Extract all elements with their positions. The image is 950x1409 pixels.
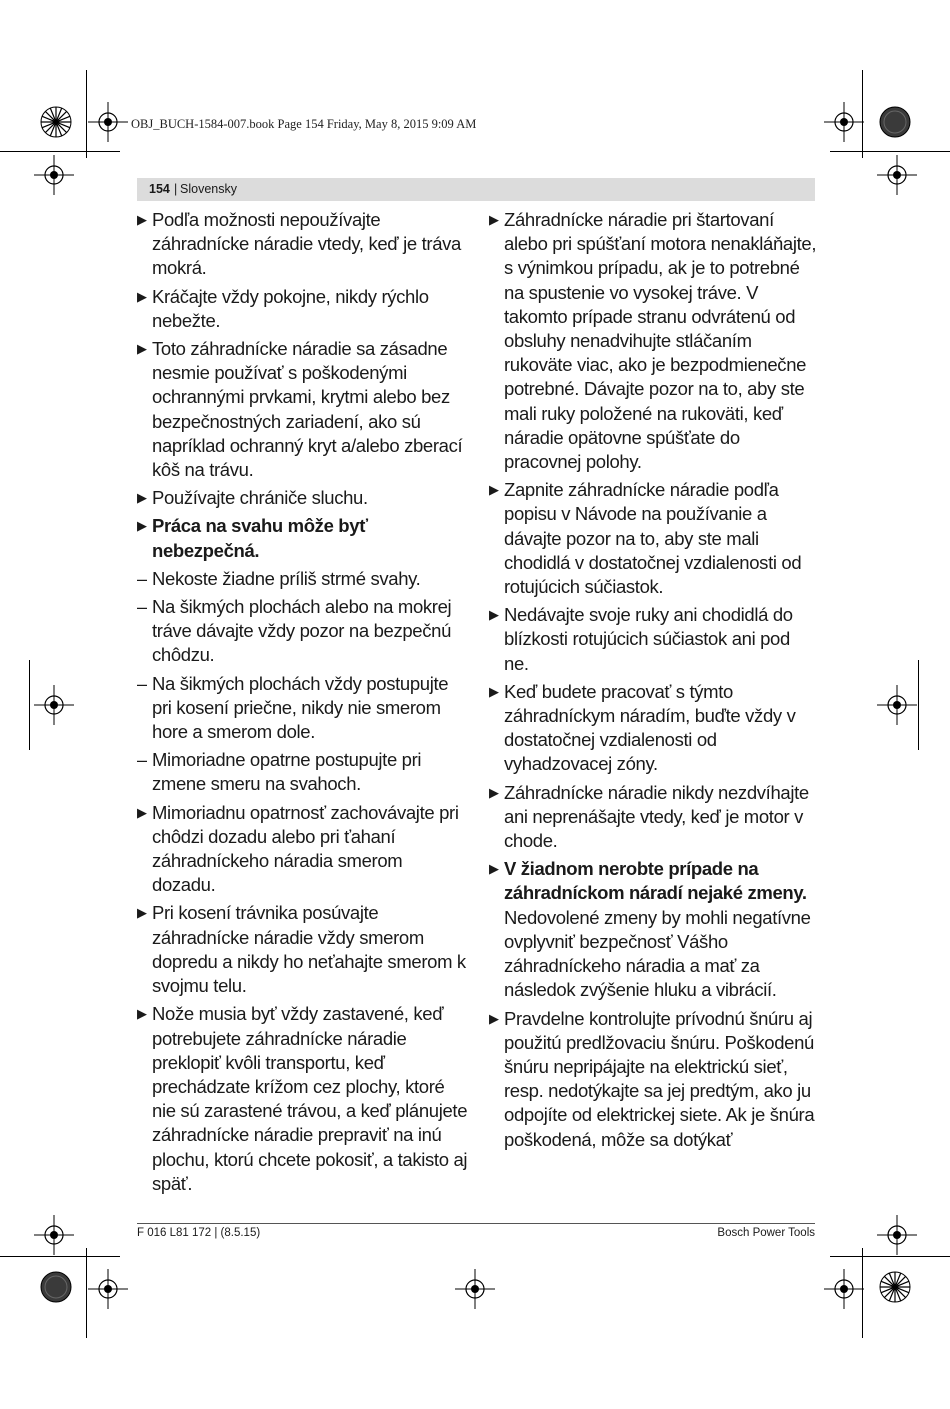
registration-crosshair-icon (32, 1213, 76, 1257)
item-text: Záhradnícke náradie nikdy nezdvíhajte ani neprenášajte vtedy, keď je motor v chode. (504, 781, 809, 852)
bullet-triangle-icon: ▶ (137, 804, 147, 820)
list-item (137, 1002, 470, 1196)
list-item (489, 478, 817, 599)
list-item (489, 1007, 817, 1152)
list-item (137, 901, 470, 998)
item-text: Pravdelne kontrolujte prívodnú šnúru aj použitú predlžovaciu šnúru. Poškodenú šnúru nepripájajte na elektrickú sieť, resp. nedotýkajte sa jej predtým, ako ju odpojíte od elektrickej siete. Ak je šnúra poškodená, môže sa dotýkať (504, 1007, 815, 1150)
list-item-warning (137, 514, 470, 562)
bullet-triangle-icon: ▶ (489, 212, 499, 227)
registration-crosshair-icon (875, 153, 919, 197)
registration-crosshair-icon (32, 683, 76, 727)
dash-bullet: – (137, 673, 147, 694)
bullet-triangle-icon: ▶ (137, 212, 147, 227)
registration-disc-icon (34, 1265, 78, 1309)
dash-bullet: – (137, 568, 147, 589)
item-bold-text: V žiadnom nerobte prípade na záhradníckom náradí nejaké zmeny. (504, 858, 807, 904)
list-item (137, 486, 470, 510)
left-column (137, 208, 470, 1200)
bullet-triangle-icon: ▶ (489, 607, 499, 623)
list-item (489, 680, 817, 777)
list-item (137, 595, 470, 668)
list-item (137, 748, 470, 796)
bullet-triangle-icon: ▶ (137, 341, 147, 357)
bullet-triangle-icon: ▶ (489, 1010, 499, 1026)
registration-crosshair-icon (86, 1267, 130, 1311)
list-item-warning (489, 857, 817, 1002)
bullet-triangle-icon: ▶ (489, 482, 499, 498)
page-number: 154 (149, 182, 170, 196)
book-info-line: OBJ_BUCH-1584-007.book Page 154 Friday, May 8, 2015 9:09 AM (131, 117, 477, 131)
registration-starburst-icon (34, 100, 78, 144)
dash-bullet: – (137, 597, 147, 618)
item-text: Keď budete pracovať s týmto záhradníckym náradím, buďte vždy v dostatočnej vzdialenosti od vyhadzovacej zóny. (504, 680, 796, 775)
item-text: Nekoste žiadne príliš strmé svahy. (152, 567, 421, 589)
item-text: Mimoriadnu opatrnosť zachovávajte pri chôdzi dozadu alebo pri ťahaní záhradníckeho náradia smerom dozadu. (152, 801, 459, 896)
item-text: Toto záhradnícke náradie sa zásadne nesmie používať s poškodenými ochrannými prvkami, krytmi alebo bez bezpečnostných zariadení, ako sú napríklad ochranný kryt a/alebo zberací kôš na trávu. (152, 338, 463, 481)
list-item (137, 285, 470, 333)
registration-crosshair-icon (875, 1213, 919, 1257)
item-text: Pri kosení trávnika posúvajte záhradnícke náradie vždy smerom dopredu a nikdy ho neťahajte smerom k svojmu telu. (152, 902, 466, 997)
registration-crosshair-icon (822, 1267, 866, 1311)
crop-line (830, 151, 950, 152)
item-text: Zapnite záhradnícke náradie podľa popisu v Návode na používanie a dávajte pozor na to, aby ste mali chodidlá v dostatočnej vzdialenosti od rotujúcich súčiastok. (504, 479, 802, 598)
item-text: Na šikmých plochách vždy postupujte pri kosení priečne, nikdy nie smerom hore a smerom dole. (152, 672, 449, 743)
list-item (489, 208, 817, 474)
bullet-triangle-icon: ▶ (137, 490, 147, 506)
bullet-triangle-icon: ▶ (489, 861, 499, 877)
item-text: Nedávajte svoje ruky ani chodidlá do blízkosti rotujúcich súčiastok ani pod ne. (504, 604, 793, 674)
item-bold-text: Práca na svahu môže byť nebezpečná. (152, 515, 368, 561)
bullet-triangle-icon: ▶ (137, 905, 147, 921)
footer-document-code: F 016 L81 172 | (8.5.15) (137, 1227, 261, 1239)
list-item (137, 208, 470, 281)
registration-crosshair-icon (86, 100, 130, 144)
footer-brand: Bosch Power Tools (717, 1227, 815, 1239)
registration-starburst-icon (873, 1265, 917, 1309)
item-text: Nože musia byť vždy zastavené, keď potrebujete záhradnícke náradie preklopiť kvôli transportu, keď prechádzate krížom cez plochy, ktoré nie sú zarastené trávou, a keď plánujete záhradnícke náradie prepraviť na inú plochu, ktorú chcete pokosiť, a takisto aj späť. (152, 1003, 468, 1194)
registration-crosshair-icon (453, 1267, 497, 1311)
list-item (137, 337, 470, 482)
bullet-triangle-icon: ▶ (137, 288, 147, 304)
item-text: Záhradnícke náradie pri štartovaní alebo pri spúšťaní motora nenakláňajte, s výnimkou prípadu, ak je to potrebné na spustenie vo vysokej tráve. V takomto prípade stranu odvrátenú od obsluhy nenadvihujte stláčaním rukoväte viac, ako je bezpodmienečne potrebné. Dávajte pozor na to, aby ste mali ruky položené na rukoväti, keď náradie opätovne spúšťate do pracovnej polohy. (504, 209, 817, 473)
list-item (137, 672, 470, 745)
list-item (489, 781, 817, 854)
bullet-triangle-icon: ▶ (137, 518, 147, 534)
registration-crosshair-icon (32, 153, 76, 197)
registration-crosshair-icon (875, 683, 919, 727)
registration-crosshair-icon (822, 100, 866, 144)
bullet-triangle-icon: ▶ (489, 683, 499, 699)
list-item (489, 603, 817, 676)
right-column (489, 208, 817, 1156)
page-header (137, 178, 815, 201)
item-text: Mimoriadne opatrne postupujte pri zmene smeru na svahoch. (152, 749, 422, 795)
crop-line (29, 660, 30, 750)
item-text: Podľa možnosti nepoužívajte záhradnícke náradie vtedy, keď je tráva mokrá. (152, 209, 461, 279)
bullet-triangle-icon: ▶ (489, 784, 499, 800)
item-text: Kráčajte vždy pokojne, nikdy rýchlo nebežte. (152, 285, 429, 331)
item-text: Používajte chrániče sluchu. (152, 487, 368, 509)
registration-disc-icon (873, 100, 917, 144)
list-item (137, 801, 470, 898)
item-text: Na šikmých plochách alebo na mokrej tráve dávajte vždy pozor na bezpečnú chôdzu. (152, 596, 452, 666)
header-separator: | (174, 182, 178, 196)
header-language: Slovensky (180, 182, 237, 196)
bullet-triangle-icon: ▶ (137, 1006, 147, 1022)
list-item (137, 567, 470, 591)
footer-divider (137, 1223, 815, 1224)
item-text: Nedovolené zmeny by mohli negatívne ovplyvniť bezpečnosť Vášho záhradníckeho náradia a mať za následok zvýšenie hluku a vibrácií. (504, 906, 811, 1001)
dash-bullet: – (137, 750, 147, 771)
crop-line (0, 151, 120, 152)
